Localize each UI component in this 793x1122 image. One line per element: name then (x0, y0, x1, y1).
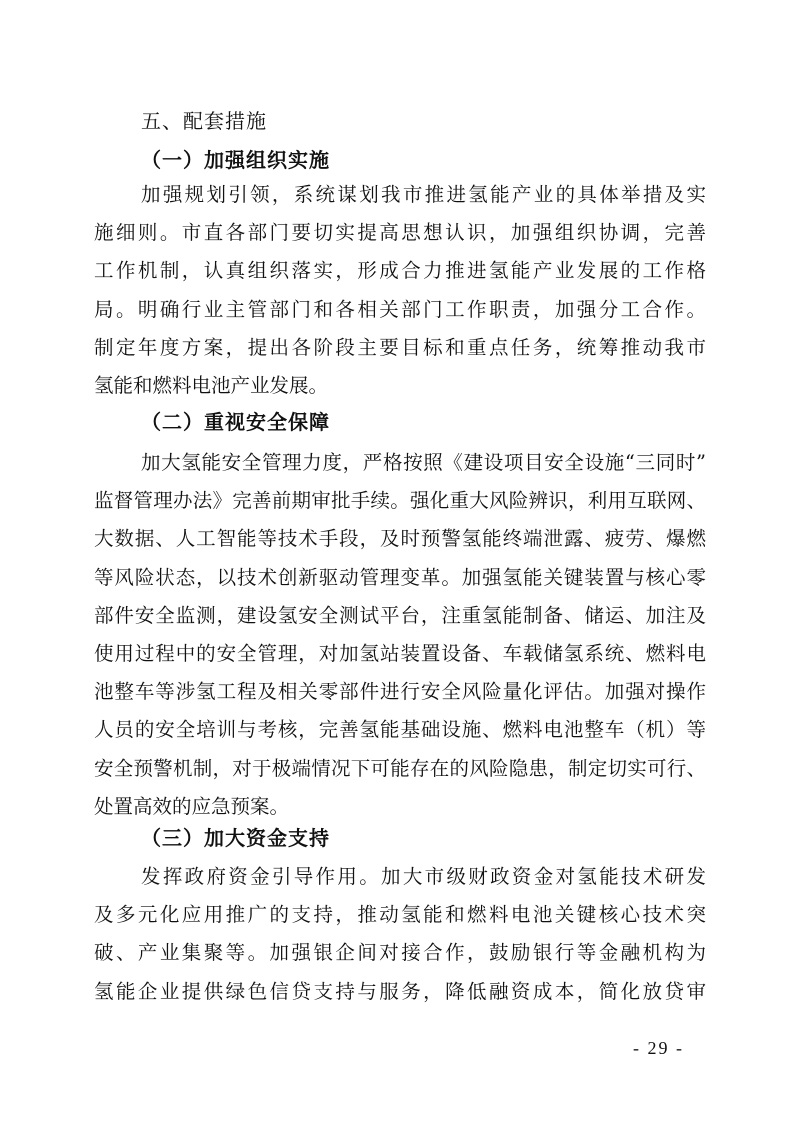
paragraph-line: 监督管理办法》完善前期审批手续。强化重大风险辨识，利用互联网、 (94, 489, 706, 513)
paragraph-line: 使用过程中的安全管理，对加氢站装置设备、车载储氢系统、燃料电 (94, 641, 706, 665)
paragraph-1 (94, 176, 706, 405)
paragraph-line: 部件安全监测，建设氢安全测试平台，注重氢能制备、储运、加注及 (94, 603, 706, 627)
section-title: 五、配套措施 (141, 109, 267, 133)
paragraph-2 (94, 444, 706, 826)
subsection-heading-3: （三）加大资金支持 (141, 826, 330, 850)
paragraph-line: 安全预警机制，对于极端情况下可能存在的风险隐患，制定切实可行、 (94, 756, 706, 780)
paragraph-line: 制定年度方案，提出各阶段主要目标和重点任务，统筹推动我市 (94, 335, 706, 359)
paragraph-line: 破、产业集聚等。加强银企间对接合作，鼓励银行等金融机构为 (94, 941, 706, 965)
paragraph-line: 及多元化应用推广的支持，推动氢能和燃料电池关键核心技术突 (94, 903, 706, 927)
paragraph-line: 氢能企业提供绿色信贷支持与服务，降低融资成本，简化放贷审 (94, 979, 706, 1003)
paragraph-line: 等风险状态，以技术创新驱动管理变革。加强氢能关键装置与核心零 (94, 565, 706, 589)
paragraph-line: 处置高效的应急预案。 (94, 794, 290, 818)
paragraph-line: 加大氢能安全管理力度，严格按照《建设项目安全设施“三同时” (141, 451, 706, 474)
paragraph-line: 池整车等涉氢工程及相关零部件进行安全风险量化评估。加强对操作 (94, 680, 706, 704)
paragraph-line: 局。明确行业主管部门和各相关部门工作职责，加强分工合作。 (94, 297, 706, 321)
paragraph-line: 工作机制，认真组织落实，形成合力推进氢能产业发展的工作格 (94, 259, 706, 283)
paragraph-line: 施细则。市直各部门要切实提高思想认识，加强组织协调，完善 (94, 221, 706, 245)
subsection-heading-1: （一）加强组织实施 (141, 148, 330, 172)
paragraph-line: 人员的安全培训与考核，完善氢能基础设施、燃料电池整车（机）等 (94, 718, 706, 742)
paragraph-line: 氢能和燃料电池产业发展。 (94, 373, 329, 397)
paragraph-line: 发挥政府资金引导作用。加大市级财政资金对氢能技术研发 (141, 865, 706, 888)
paragraph-line: 大数据、人工智能等技术手段，及时预警氢能终端泄露、疲劳、爆燃 (94, 527, 706, 551)
paragraph-3 (94, 858, 706, 1011)
paragraph-line: 加强规划引领，系统谋划我市推进氢能产业的具体举措及实 (141, 183, 706, 206)
page-number: - 29 - (633, 1038, 684, 1058)
subsection-heading-2: （二）重视安全保障 (141, 410, 330, 434)
